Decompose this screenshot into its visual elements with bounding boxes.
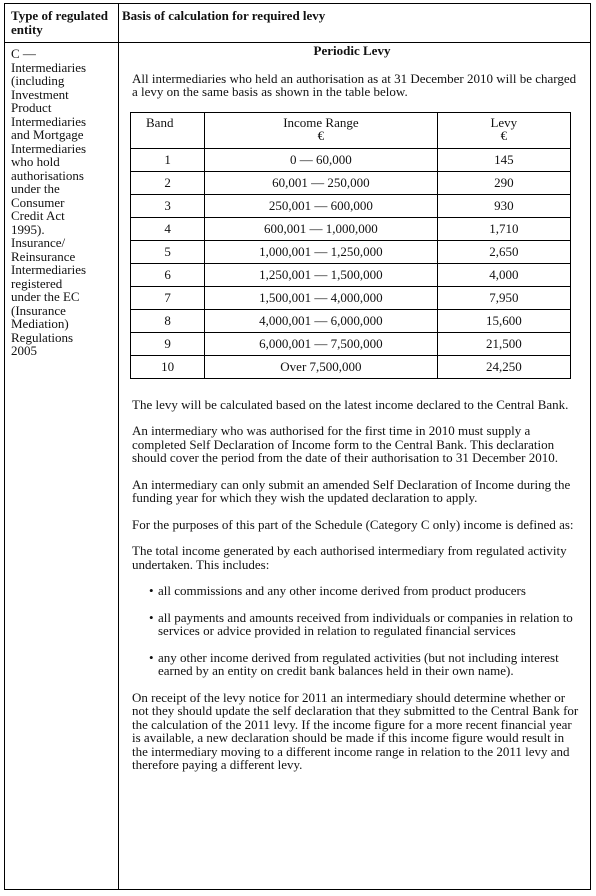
body-paragraph: The total income generated by each authorised intermediary from regulated activity undertaken. This includes:	[132, 543, 567, 572]
header-income-range: Income Range €	[205, 112, 437, 148]
income-range-cell: 1,250,001 — 1,500,000	[205, 263, 437, 286]
levy-cell: 930	[437, 194, 570, 217]
section-title: Periodic Levy	[313, 43, 391, 58]
band-cell: 1	[131, 148, 205, 171]
band-cell: 7	[131, 286, 205, 309]
income-range-cell: 4,000,001 — 6,000,000	[205, 309, 437, 332]
income-range-cell: Over 7,500,000	[205, 355, 437, 378]
levy-cell: 2,650	[437, 240, 570, 263]
levy-cell: 7,950	[437, 286, 570, 309]
income-range-cell: 60,001 — 250,000	[205, 171, 437, 194]
bullet-text: all payments and amounts received from individuals or companies in relation to services or advice provided in relation to regulated financial services	[158, 609, 573, 638]
income-unit: €	[317, 128, 325, 143]
intro-paragraph: All intermediaries who held an authorisation as at 31 December 2010 will be charged a levy on the same basis as shown in the table below.	[132, 70, 577, 99]
band-cell: 4	[131, 217, 205, 240]
header-divider	[5, 42, 590, 43]
table-row	[131, 355, 571, 378]
levy-cell: 15,600	[437, 309, 570, 332]
table-row	[131, 263, 571, 286]
table-row	[131, 148, 571, 171]
levy-cell: 145	[437, 148, 570, 171]
table-row	[131, 309, 571, 332]
table-row	[131, 194, 571, 217]
body-paragraph: For the purposes of this part of the Schedule (Category C only) income is defined as:	[132, 516, 574, 532]
table-row	[131, 332, 571, 355]
band-cell: 9	[131, 332, 205, 355]
list-item	[132, 651, 582, 678]
body-paragraph: An intermediary who was authorised for the first time in 2010 must supply a completed Self Declaration of Income form to the Central Bank. This declaration should cover the period from the date of their authorisation to 31 December 2010.	[132, 423, 558, 465]
band-cell: 5	[131, 240, 205, 263]
levy-cell: 21,500	[437, 332, 570, 355]
levy-cell: 24,250	[437, 355, 570, 378]
levy-cell: 1,710	[437, 217, 570, 240]
header-basis: Basis of calculation for required levy	[122, 8, 326, 23]
list-item	[132, 611, 582, 638]
levy-unit: €	[500, 128, 508, 143]
bullet-text: all commissions and any other income derived from product producers	[158, 583, 526, 598]
header-band: Band	[131, 112, 205, 148]
table-row	[131, 171, 571, 194]
body-paragraph: The levy will be calculated based on the latest income declared to the Central Bank.	[132, 396, 569, 412]
band-cell: 2	[131, 171, 205, 194]
header-levy: Levy €	[437, 112, 570, 148]
band-cell: 3	[131, 194, 205, 217]
bullet-icon: •	[149, 583, 154, 598]
income-range-cell: 1,500,001 — 4,000,000	[205, 286, 437, 309]
bullet-text: any other income derived from regulated activities (but not including interest earned by an entity on credit bank balances held in their own name).	[158, 649, 559, 678]
levy-cell: 290	[437, 171, 570, 194]
band-cell: 6	[131, 263, 205, 286]
body-paragraph: An intermediary can only submit an amended Self Declaration of Income during the funding year for which they wish the updated declaration to apply.	[132, 476, 571, 505]
table-row	[131, 217, 571, 240]
bullet-icon: •	[149, 609, 154, 625]
band-cell: 8	[131, 309, 205, 332]
header-entity-type: Type of regulated entity	[11, 8, 109, 37]
column-divider	[118, 4, 119, 889]
income-range-cell: 0 — 60,000	[205, 148, 437, 171]
closing-paragraph: On receipt of the levy notice for 2011 an intermediary should determine whether or not they should update the self declaration that they submitted to the Central Bank for the calculation of the 2011 levy. If the income figure for a more recent financial year is available, a new declaration should be made if this income figure would result in the intermediary moving to a different income range in relation to the 2011 levy and therefore paying a different levy.	[132, 689, 579, 772]
basis-content	[132, 44, 582, 772]
table-header-row	[131, 112, 571, 148]
entity-description: C — Intermediaries (including Investment Product Intermediaries and Mortgage Intermediaries who hold authorisations under the Consumer Credit Act 1995). Insurance/ Reinsurance Intermediaries registered under the EC (Insurance Mediation) Regulations 2005	[11, 46, 87, 358]
income-range-cell: 1,000,001 — 1,250,000	[205, 240, 437, 263]
table-row	[131, 286, 571, 309]
income-bullet-list	[132, 584, 582, 678]
income-band-table	[130, 112, 571, 379]
income-range-cell: 250,001 — 600,000	[205, 194, 437, 217]
income-range-cell: 6,000,001 — 7,500,000	[205, 332, 437, 355]
levy-cell: 4,000	[437, 263, 570, 286]
band-cell: 10	[131, 355, 205, 378]
income-range-cell: 600,001 — 1,000,000	[205, 217, 437, 240]
list-item	[132, 584, 582, 598]
bullet-icon: •	[149, 649, 154, 665]
table-row	[131, 240, 571, 263]
